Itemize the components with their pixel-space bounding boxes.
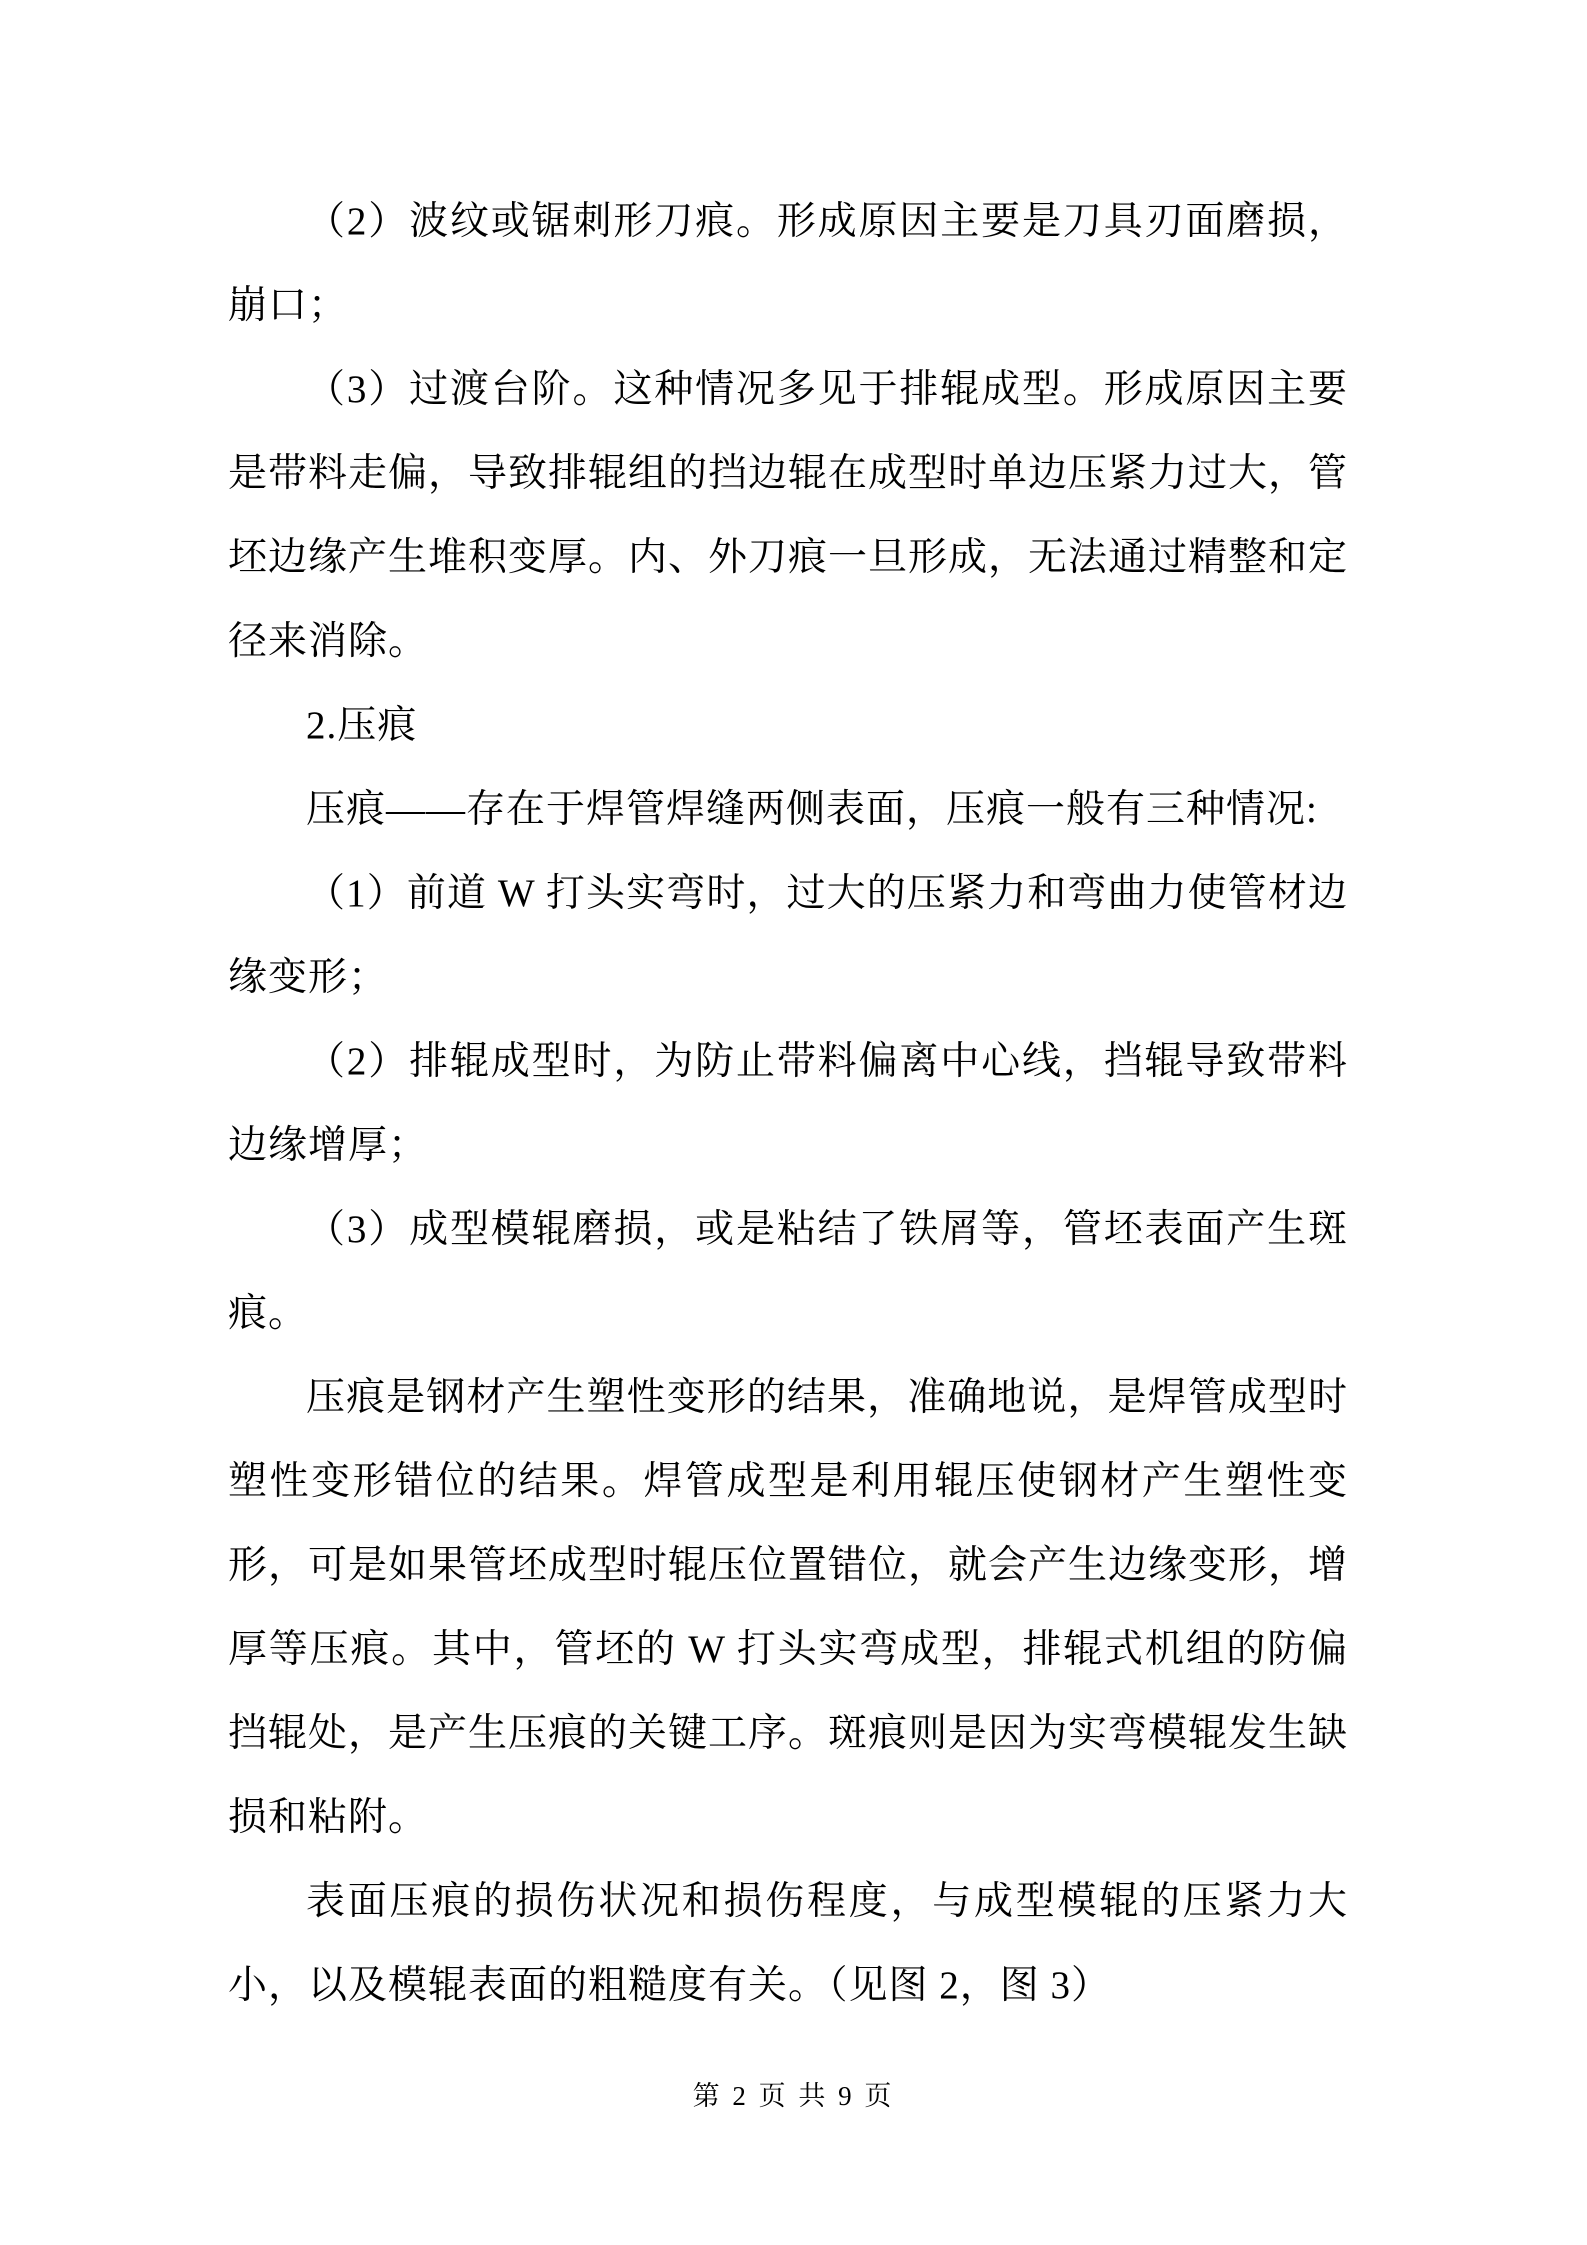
paragraph-indentation-intro: 压痕——存在于焊管焊缝两侧表面，压痕一般有三种情况: bbox=[306, 788, 1318, 831]
page-footer: 第 2 页 共 9 页 bbox=[692, 2081, 895, 2111]
paragraph-indentation-case-1: （1）前道 W 打头实弯时，过大的压紧力和弯曲力使管材边缘变形； bbox=[228, 872, 1348, 999]
document-body bbox=[228, 180, 1348, 2028]
paragraph-indentation-damage-factors: 表面压痕的损伤状况和损伤程度，与成型模辊的压紧力大小，以及模辊表面的粗糙度有关。（见图 2，图 3） bbox=[228, 1880, 1348, 2007]
paragraph-indentation-case-2: （2）排辊成型时，为防止带料偏离中心线，挡辊导致带料边缘增厚； bbox=[228, 1040, 1348, 1167]
paragraph-knife-mark-wave: （2）波纹或锯刺形刀痕。形成原因主要是刀具刃面磨损，崩口； bbox=[228, 200, 1348, 327]
paragraph-indentation-analysis: 压痕是钢材产生塑性变形的结果，准确地说，是焊管成型时塑性变形错位的结果。焊管成型是利用辊压使钢材产生塑性变形，可是如果管坯成型时辊压位置错位，就会产生边缘变形，增厚等压痕。其中，管坯的 W 打头实弯成型，排辊式机组的防偏挡辊处，是产生压痕的关键工序。斑痕则是因为实弯模辊发生缺损和粘附。 bbox=[228, 1376, 1349, 1839]
heading-indentation-section: 2.压痕 bbox=[306, 704, 418, 747]
paragraph-indentation-case-3: （3）成型模辊磨损，或是粘结了铁屑等，管坯表面产生斑痕。 bbox=[228, 1208, 1348, 1335]
paragraph-knife-mark-step: （3）过渡台阶。这种情况多见于排辊成型。形成原因主要是带料走偏，导致排辊组的挡边辊在成型时单边压紧力过大，管坯边缘产生堆积变厚。内、外刀痕一旦形成，无法通过精整和定径来消除。 bbox=[228, 368, 1349, 663]
